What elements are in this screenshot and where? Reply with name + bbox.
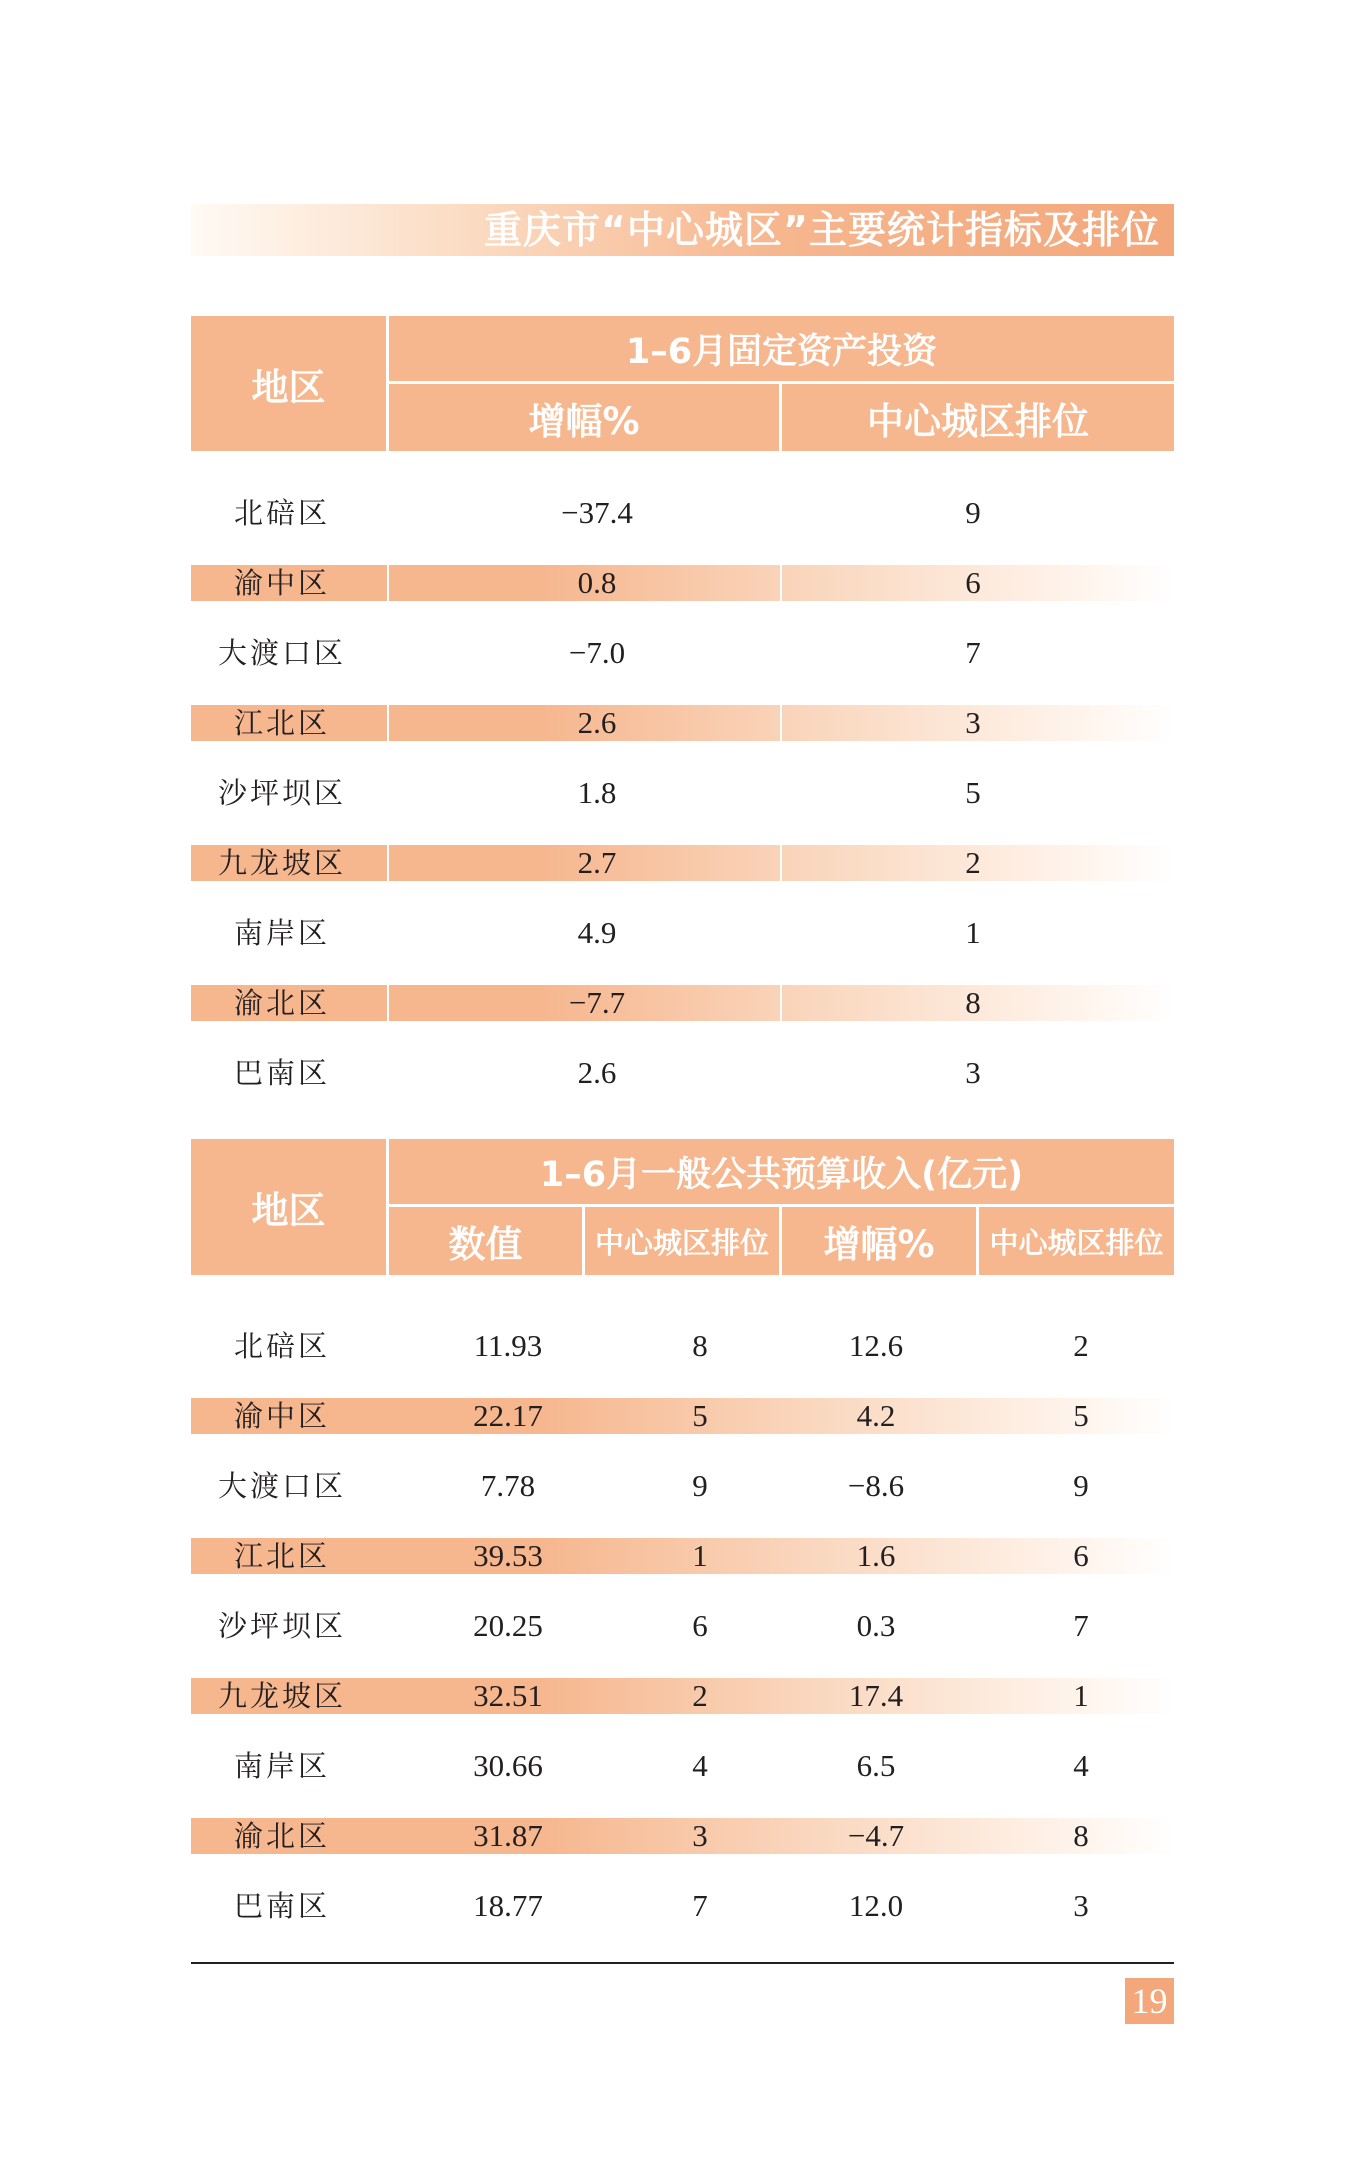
table2-cell-rank2: 3 bbox=[1073, 1888, 1089, 1923]
table2-cell-value: 31.87 bbox=[473, 1818, 543, 1853]
table2-cell-rank1: 3 bbox=[692, 1818, 708, 1853]
table1-growth-header: 增幅% bbox=[389, 384, 779, 451]
table2-cell-value: 32.51 bbox=[473, 1678, 543, 1713]
table2-cell-name: 九龙坡区 bbox=[217, 1679, 346, 1713]
table1-cell-rank: 9 bbox=[965, 495, 981, 530]
table1-rank-header: 中心城区排位 bbox=[782, 384, 1174, 451]
table2-cell-growth: 4.2 bbox=[856, 1398, 896, 1433]
table2-cell-name: 北碚区 bbox=[233, 1329, 330, 1363]
table2-rank2-header: 中心城区排位 bbox=[979, 1207, 1174, 1275]
table2-value-header: 数值 bbox=[389, 1207, 582, 1275]
table2-cell-rank2: 1 bbox=[1073, 1678, 1089, 1713]
table2-cell-rank2: 6 bbox=[1073, 1538, 1089, 1573]
table2-cell-value: 11.93 bbox=[473, 1328, 543, 1363]
column-divider bbox=[780, 985, 782, 1021]
table2-cell-growth: 0.3 bbox=[856, 1608, 896, 1643]
table2-cell-growth: 12.6 bbox=[848, 1328, 904, 1363]
table1-cell-growth: 2.6 bbox=[577, 1055, 617, 1090]
table2-cell-rank1: 9 bbox=[692, 1468, 708, 1503]
table2-cell-growth: 12.0 bbox=[848, 1888, 904, 1923]
column-divider bbox=[387, 845, 389, 881]
table1-cell-growth: 4.9 bbox=[577, 915, 617, 950]
table1-region-header: 地区 bbox=[191, 316, 386, 451]
table2-region-header: 地区 bbox=[191, 1139, 386, 1275]
section-title: 重庆市“中心城区”主要统计指标及排位 bbox=[484, 208, 1160, 252]
table1-cell-name: 渝北区 bbox=[233, 986, 330, 1020]
table1-cell-rank: 3 bbox=[965, 1055, 981, 1090]
table2-cell-growth: 6.5 bbox=[856, 1748, 896, 1783]
table2-rank1-header: 中心城区排位 bbox=[585, 1207, 779, 1275]
table1-cell-name: 南岸区 bbox=[233, 916, 330, 950]
table2-cell-name: 沙坪坝区 bbox=[217, 1609, 346, 1643]
table2-cell-rank2: 2 bbox=[1073, 1328, 1089, 1363]
table2-growth-header: 增幅% bbox=[782, 1207, 976, 1275]
table2-cell-growth: 17.4 bbox=[848, 1678, 904, 1713]
table2-cell-rank1: 2 bbox=[692, 1678, 708, 1713]
table1-cell-growth: 2.7 bbox=[577, 845, 617, 880]
table1-cell-name: 江北区 bbox=[233, 706, 330, 740]
table2-cell-rank2: 9 bbox=[1073, 1468, 1089, 1503]
table2-cell-value: 7.78 bbox=[480, 1468, 536, 1503]
table2-cell-growth: −4.7 bbox=[847, 1818, 905, 1853]
table2-cell-name: 南岸区 bbox=[233, 1749, 330, 1783]
table2-cell-growth: 1.6 bbox=[856, 1538, 896, 1573]
table2-cell-name: 渝中区 bbox=[233, 1399, 330, 1433]
table1-cell-rank: 5 bbox=[965, 775, 981, 810]
column-divider bbox=[780, 845, 782, 881]
table2-cell-rank1: 4 bbox=[692, 1748, 708, 1783]
table2-cell-rank1: 7 bbox=[692, 1888, 708, 1923]
table1-cell-name: 大渡口区 bbox=[217, 636, 346, 670]
table2-cell-value: 22.17 bbox=[473, 1398, 543, 1433]
section-title-bar bbox=[191, 204, 1174, 256]
table1-cell-rank: 3 bbox=[965, 705, 981, 740]
table2-cell-rank1: 8 bbox=[692, 1328, 708, 1363]
table2-cell-rank2: 5 bbox=[1073, 1398, 1089, 1433]
table2-cell-value: 20.25 bbox=[473, 1608, 543, 1643]
footer-rule bbox=[191, 1962, 1174, 1964]
column-divider bbox=[780, 565, 782, 601]
table1-cell-name: 北碚区 bbox=[233, 496, 330, 530]
column-divider bbox=[387, 985, 389, 1021]
table2-cell-rank1: 1 bbox=[692, 1538, 708, 1573]
table2-cell-rank1: 5 bbox=[692, 1398, 708, 1433]
table1-cell-name: 九龙坡区 bbox=[217, 846, 346, 880]
table1-cell-name: 沙坪坝区 bbox=[217, 776, 346, 810]
table2-cell-rank2: 4 bbox=[1073, 1748, 1089, 1783]
table2-cell-rank1: 6 bbox=[692, 1608, 708, 1643]
column-divider bbox=[387, 705, 389, 741]
page-number: 19 bbox=[1125, 1978, 1174, 2024]
table2-cell-growth: −8.6 bbox=[847, 1468, 905, 1503]
table1-cell-growth: 2.6 bbox=[577, 705, 617, 740]
table1-cell-rank: 2 bbox=[965, 845, 981, 880]
table2-group-header: 1–6月一般公共预算收入(亿元) bbox=[389, 1139, 1174, 1204]
table2-cell-rank2: 7 bbox=[1073, 1608, 1089, 1643]
table1-cell-growth: −7.7 bbox=[568, 985, 626, 1020]
table2-cell-name: 江北区 bbox=[233, 1539, 330, 1573]
table2-cell-value: 30.66 bbox=[473, 1748, 543, 1783]
table1-cell-rank: 1 bbox=[965, 915, 981, 950]
table2-cell-name: 大渡口区 bbox=[217, 1469, 346, 1503]
table2-cell-value: 39.53 bbox=[473, 1538, 543, 1573]
table2-cell-rank2: 8 bbox=[1073, 1818, 1089, 1853]
table1-cell-growth: −7.0 bbox=[568, 635, 626, 670]
table1-cell-name: 巴南区 bbox=[233, 1056, 330, 1090]
table1-group-header: 1–6月固定资产投资 bbox=[389, 316, 1174, 381]
column-divider bbox=[387, 565, 389, 601]
table1-cell-rank: 7 bbox=[965, 635, 981, 670]
table2-cell-name: 渝北区 bbox=[233, 1819, 330, 1853]
table1-cell-growth: −37.4 bbox=[561, 495, 633, 530]
table1-cell-growth: 1.8 bbox=[577, 775, 617, 810]
table1-cell-rank: 6 bbox=[965, 565, 981, 600]
table1-cell-name: 渝中区 bbox=[233, 566, 330, 600]
table1-cell-growth: 0.8 bbox=[577, 565, 617, 600]
table2-cell-value: 18.77 bbox=[473, 1888, 543, 1923]
column-divider bbox=[780, 705, 782, 741]
table2-cell-name: 巴南区 bbox=[233, 1889, 330, 1923]
table1-cell-rank: 8 bbox=[965, 985, 981, 1020]
